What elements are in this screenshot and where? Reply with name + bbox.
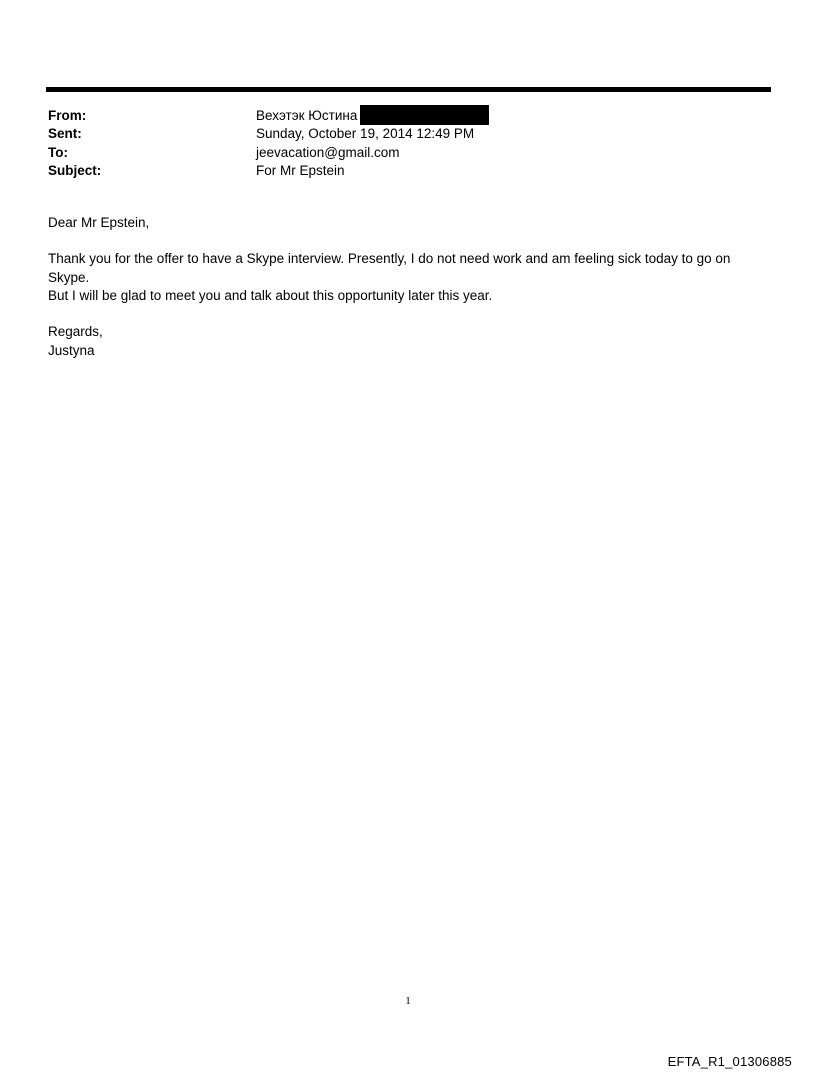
subject-row	[48, 162, 748, 181]
signature: Justyna	[48, 342, 95, 358]
sent-value: Sunday, October 19, 2014 12:49 PM	[256, 126, 475, 142]
from-label: From:	[48, 107, 87, 123]
subject-value: For Mr Epstein	[256, 163, 345, 179]
from-value: Вехэтэк Юстина	[256, 107, 358, 123]
bates-number: EFTA_R1_01306885	[667, 1054, 792, 1069]
closing: Regards,	[48, 324, 103, 339]
sent-label: Sent:	[48, 126, 82, 142]
header-divider	[46, 87, 771, 92]
from-value-wrap	[256, 105, 489, 125]
sent-row	[48, 125, 748, 144]
body-line-3: But I will be glad to meet you and talk about this opportunity later this year.	[48, 288, 493, 303]
page-number: 1	[405, 995, 411, 1007]
from-row	[48, 106, 748, 125]
email-body	[48, 214, 768, 360]
body-line-1: Thank you for the offer to have a Skype interview. Presently, I do not need work and am feeling sick today to go on	[48, 251, 731, 266]
subject-label: Subject:	[48, 163, 102, 179]
to-row	[48, 143, 748, 162]
greeting: Dear Mr Epstein,	[48, 215, 150, 230]
to-value: jeevacation@gmail.com	[256, 144, 400, 160]
body-line-2: Skype.	[48, 269, 90, 285]
email-header	[48, 106, 748, 180]
redaction-block	[360, 105, 489, 125]
to-label: To:	[48, 144, 68, 160]
